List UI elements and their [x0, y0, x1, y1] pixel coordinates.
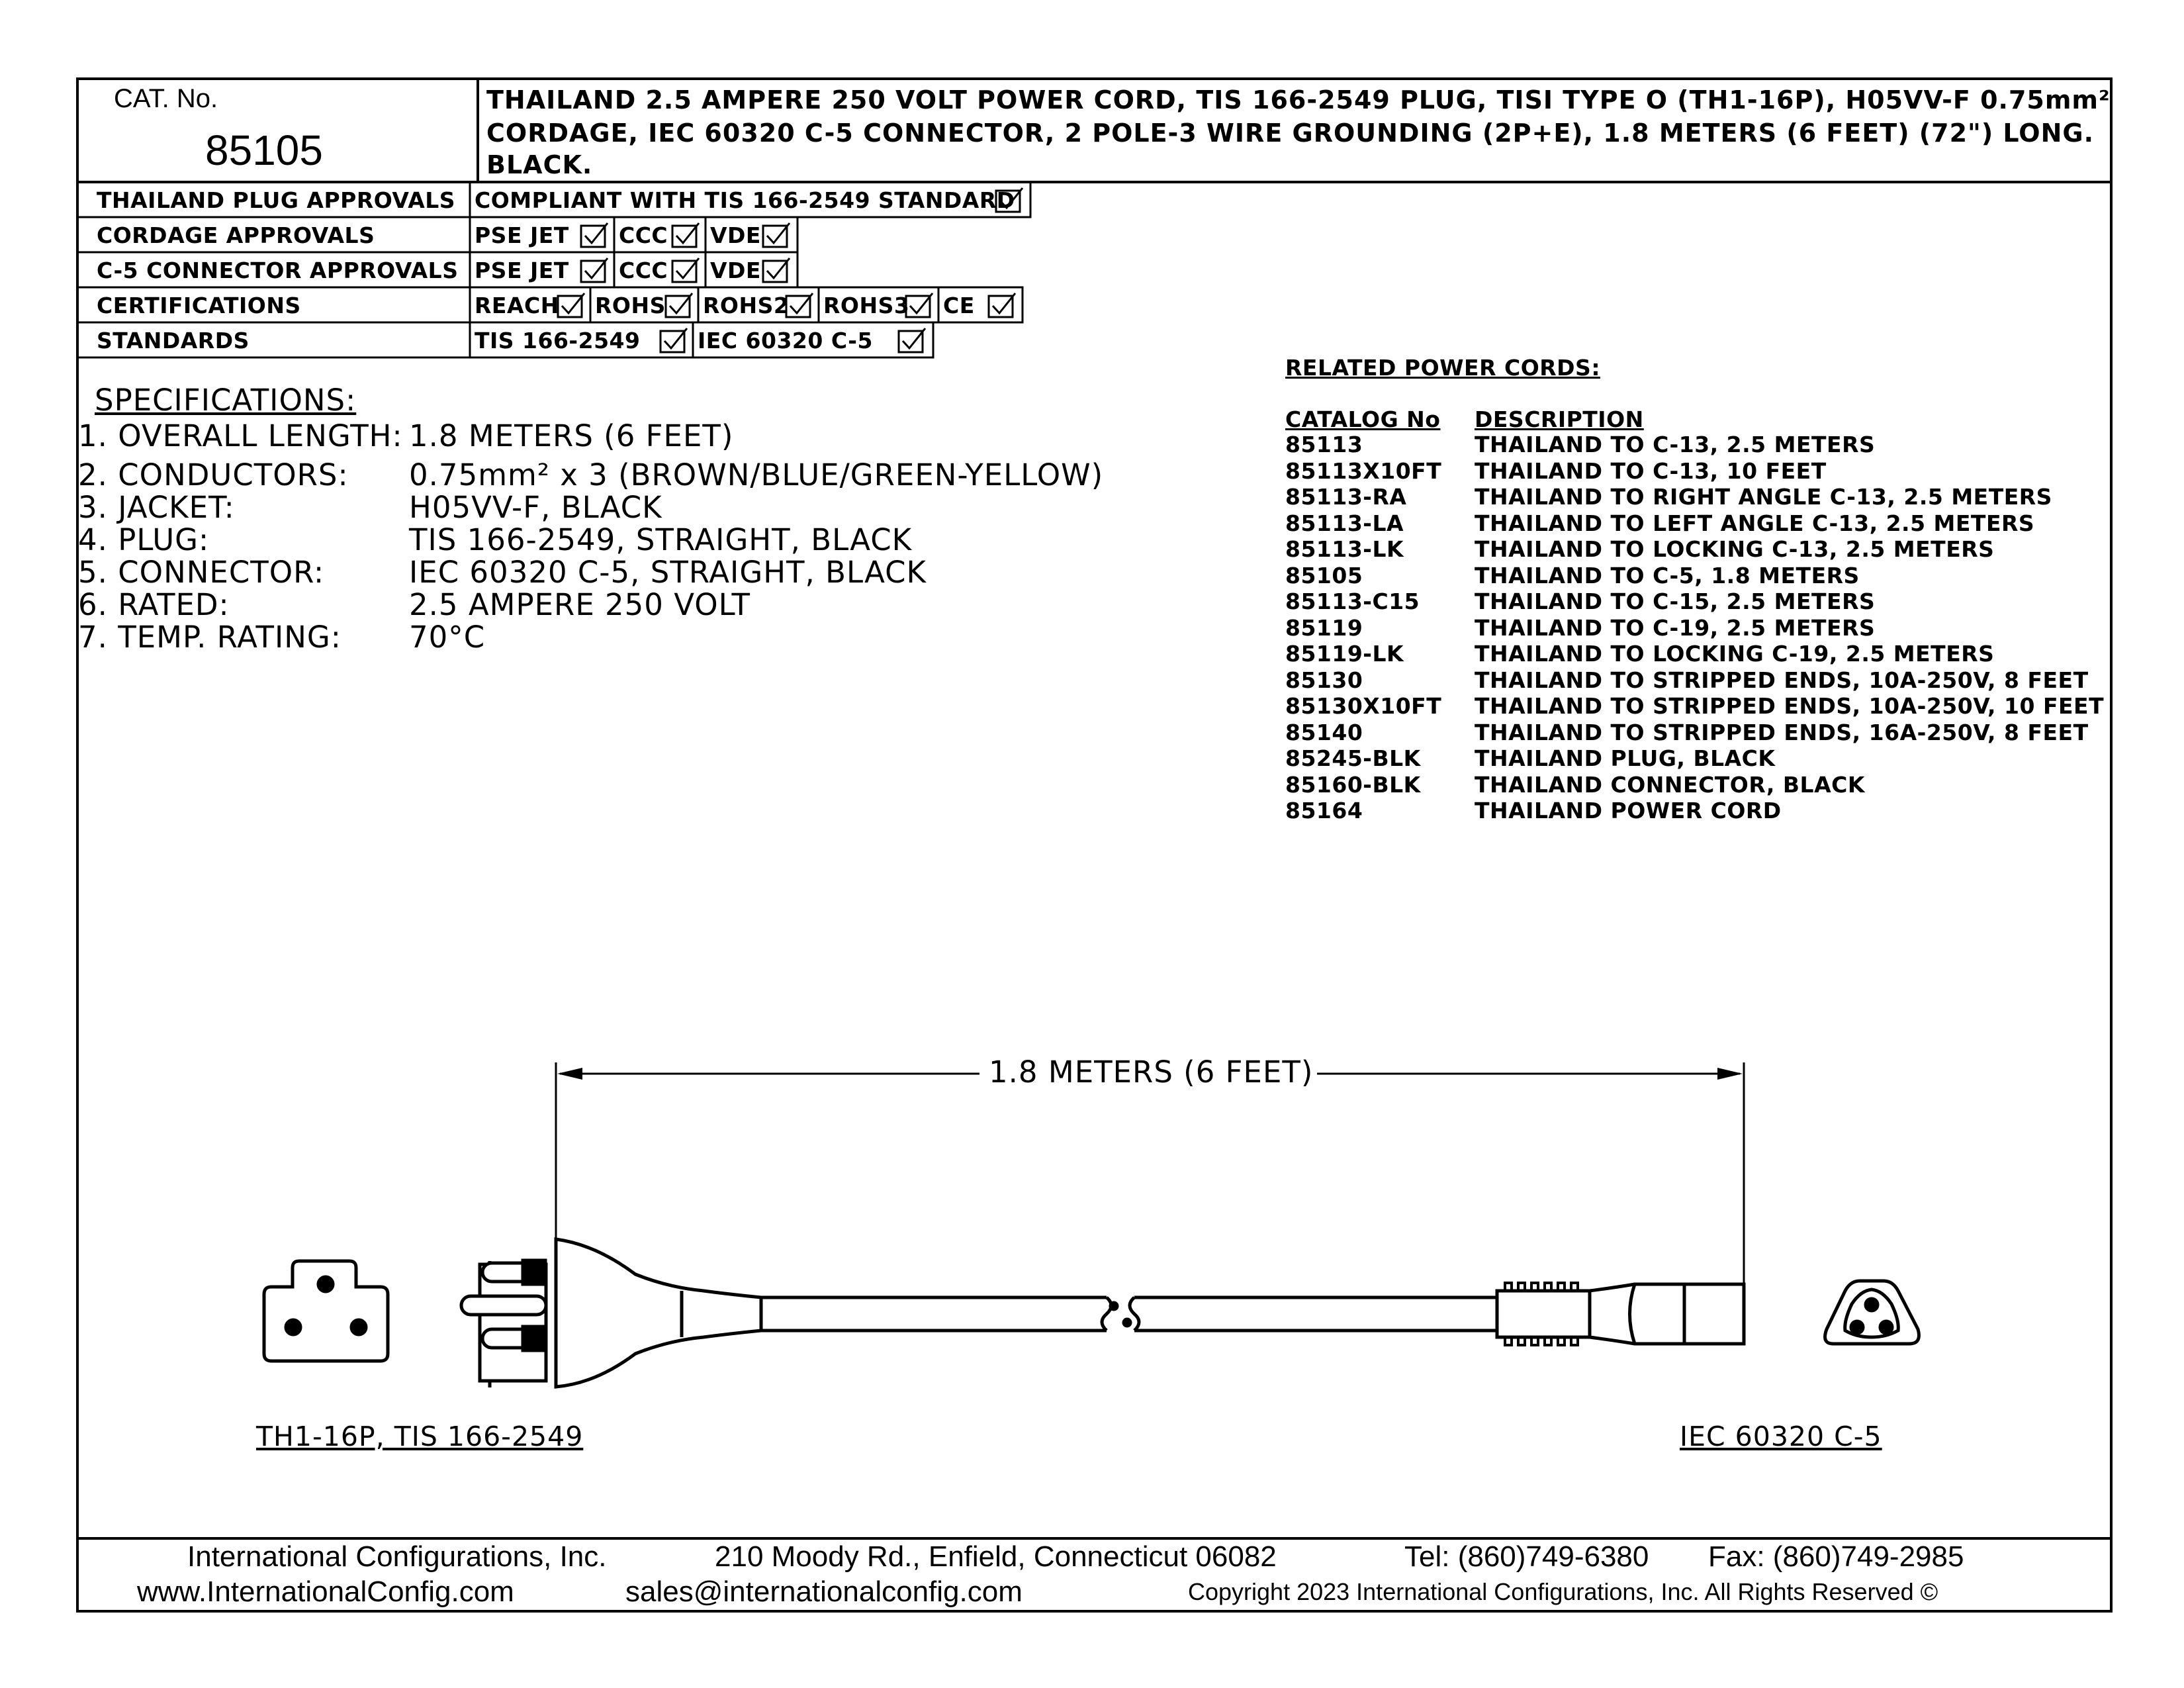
related-description: THAILAND PLUG, BLACK [1475, 745, 1776, 771]
related-catalog: 85119-LK [1285, 641, 1404, 667]
related-catalog: 85140 [1285, 719, 1363, 745]
related-catalog: 85113-C15 [1285, 588, 1420, 614]
approval-label-connector: C-5 CONNECTOR APPROVALS [97, 258, 459, 283]
spec-label-6: 6. RATED: [78, 587, 230, 622]
related-catalog: 85113-RA [1285, 484, 1407, 510]
footer-address: 210 Moody Rd., Enfield, Connecticut 06082 [715, 1540, 1277, 1573]
spec-label-1: 1. OVERALL LENGTH: [78, 418, 403, 453]
related-description: THAILAND TO LOCKING C-19, 2.5 METERS [1475, 641, 1995, 667]
approval-item-plug-compliant: COMPLIANT WITH TIS 166-2549 STANDARD [475, 187, 1015, 213]
related-catalog: 85113X10FT [1285, 457, 1442, 484]
related-description: THAILAND POWER CORD [1475, 798, 1782, 823]
footer-website[interactable]: www.InternationalConfig.com [137, 1575, 514, 1608]
certification-reach: REACH [475, 293, 559, 318]
footer-email[interactable]: sales@internationalconfig.com [625, 1575, 1023, 1608]
related-description: THAILAND TO C-15, 2.5 METERS [1475, 588, 1876, 614]
related-description: THAILAND TO C-19, 2.5 METERS [1475, 614, 1876, 641]
approval-label-certifications: CERTIFICATIONS [97, 293, 301, 318]
plug-side-view-icon [461, 1239, 761, 1387]
related-catalog: 85245-BLK [1285, 745, 1421, 771]
related-catalog: 85105 [1285, 562, 1363, 588]
standard-iec: IEC 60320 C-5 [698, 328, 873, 353]
related-catalog: 85113-LA [1285, 510, 1404, 536]
footer-tel: Tel: (860)749-6380 [1404, 1540, 1649, 1573]
certification-rohs2: ROHS2 [703, 293, 790, 318]
dimension-line [556, 1062, 1744, 1301]
approval-item-connector-ccc: CCC [619, 258, 668, 283]
plug-face-icon [264, 1261, 388, 1361]
related-title: RELATED POWER CORDS: [1285, 355, 1601, 381]
related-col-catalog: CATALOG No [1285, 406, 1441, 432]
spec-value-4: TIS 166-2549, STRAIGHT, BLACK [409, 522, 913, 557]
spec-value-3: H05VV-F, BLACK [409, 490, 662, 525]
footer-copyright: Copyright 2023 International Configurations, Inc. All Rights Reserved © [1188, 1578, 1938, 1605]
connector-label: IEC 60320 C-5 [1680, 1421, 1882, 1452]
spec-value-6: 2.5 AMPERE 250 VOLT [409, 587, 751, 622]
related-catalog: 85119 [1285, 614, 1363, 641]
related-catalog: 85113-LK [1285, 536, 1404, 562]
related-catalog: 85130 [1285, 667, 1363, 693]
related-description: THAILAND TO C-5, 1.8 METERS [1475, 562, 1860, 588]
cat-number: 85105 [205, 126, 323, 174]
approval-label-standards: STANDARDS [97, 328, 250, 353]
related-catalog: 85130X10FT [1285, 693, 1442, 719]
related-description: THAILAND TO LEFT ANGLE C-13, 2.5 METERS [1475, 510, 2035, 536]
approval-label-cordage: CORDAGE APPROVALS [97, 222, 375, 248]
approval-item-cordage-vde: VDE [710, 222, 761, 248]
spec-label-5: 5. CONNECTOR: [78, 555, 325, 590]
certification-rohs: ROHS [595, 293, 666, 318]
footer-company: International Configurations, Inc. [187, 1540, 607, 1573]
certification-rohs3: ROHS3 [823, 293, 910, 318]
approval-item-connector-pse: PSE JET [475, 258, 569, 283]
spec-label-7: 7. TEMP. RATING: [78, 620, 341, 655]
related-description: THAILAND TO C-13, 2.5 METERS [1475, 432, 1876, 457]
description-line-3: BLACK. [486, 150, 593, 179]
related-description: THAILAND TO LOCKING C-13, 2.5 METERS [1475, 536, 1995, 562]
connector-side-view-icon [1497, 1283, 1744, 1345]
spec-label-3: 3. JACKET: [78, 490, 235, 525]
related-col-description: DESCRIPTION [1475, 406, 1644, 432]
approval-label-plug: THAILAND PLUG APPROVALS [97, 187, 456, 213]
approval-item-connector-vde: VDE [710, 258, 761, 283]
spec-value-2: 0.75mm² x 3 (BROWN/BLUE/GREEN-YELLOW) [409, 457, 1104, 492]
related-description: THAILAND TO STRIPPED ENDS, 16A-250V, 8 FEET [1475, 719, 2089, 745]
related-catalog: 85160-BLK [1285, 771, 1421, 798]
cord-icon [761, 1297, 1497, 1331]
footer-fax: Fax: (860)749-2985 [1708, 1540, 1964, 1573]
specifications-title: SPECIFICATIONS: [95, 383, 357, 418]
related-description: THAILAND TO STRIPPED ENDS, 10A-250V, 10 FEET [1475, 693, 2105, 719]
spec-value-1: 1.8 METERS (6 FEET) [409, 418, 734, 453]
cat-no-label: CAT. No. [114, 84, 218, 113]
dimension-label: 1.8 METERS (6 FEET) [985, 1055, 1317, 1090]
connector-face-icon [1824, 1281, 1921, 1346]
approval-item-cordage-ccc: CCC [619, 222, 668, 248]
description-line-2: CORDAGE, IEC 60320 C-5 CONNECTOR, 2 POLE-3 WIRE GROUNDING (2P+E), 1.8 METERS (6 FEET) (72") LONG. [486, 118, 2095, 148]
spec-label-2: 2. CONDUCTORS: [78, 457, 349, 492]
standard-tis: TIS 166-2549 [475, 328, 641, 353]
spec-value-7: 70°C [409, 620, 486, 655]
description-line-1: THAILAND 2.5 AMPERE 250 VOLT POWER CORD, TIS 166-2549 PLUG, TISI TYPE O (TH1-16P), H05VV-F 0.75mm² [486, 85, 2111, 115]
spec-value-5: IEC 60320 C-5, STRAIGHT, BLACK [409, 555, 927, 590]
related-description: THAILAND TO C-13, 10 FEET [1475, 457, 1827, 484]
related-description: THAILAND TO RIGHT ANGLE C-13, 2.5 METERS [1475, 484, 2052, 510]
related-description: THAILAND TO STRIPPED ENDS, 10A-250V, 8 FEET [1475, 667, 2089, 693]
related-catalog: 85164 [1285, 798, 1363, 823]
related-description: THAILAND CONNECTOR, BLACK [1475, 771, 1865, 798]
plug-label: TH1-16P, TIS 166-2549 [256, 1421, 584, 1452]
related-catalog: 85113 [1285, 432, 1363, 457]
spec-label-4: 4. PLUG: [78, 522, 210, 557]
approval-item-cordage-pse: PSE JET [475, 222, 569, 248]
certification-ce: CE [943, 293, 975, 318]
